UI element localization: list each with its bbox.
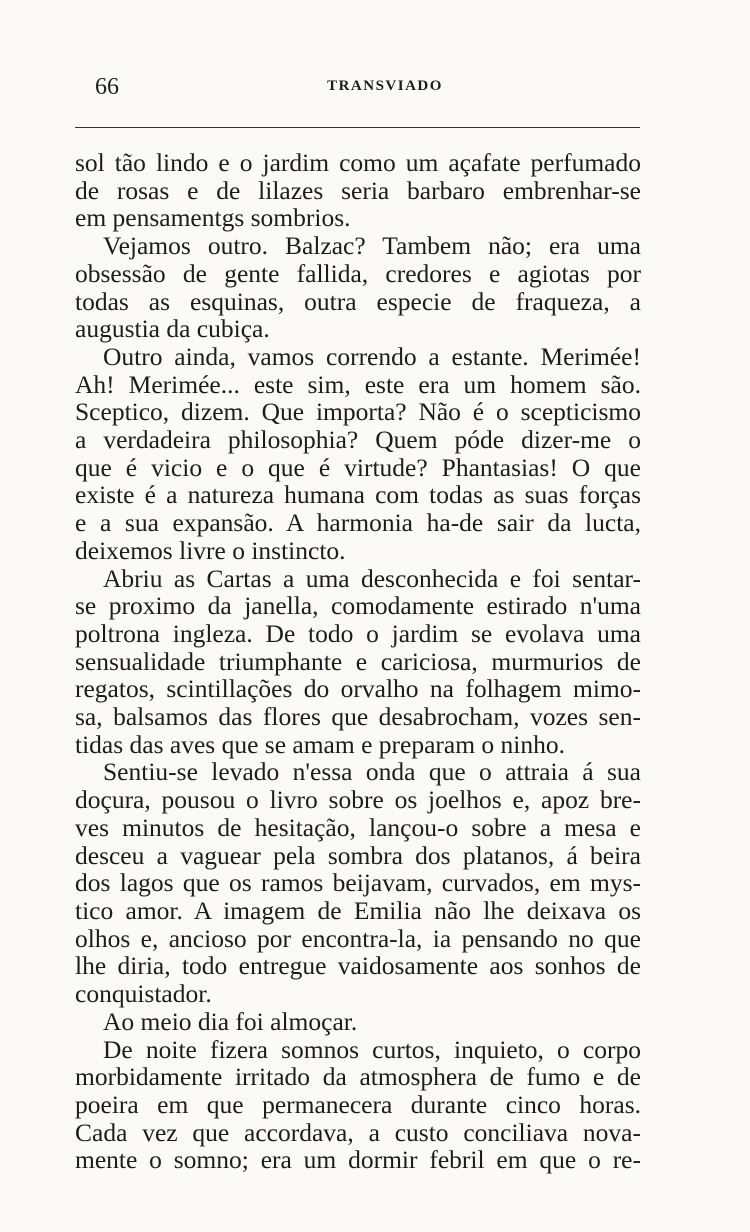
text-line: em pensamentgs sombrios. xyxy=(75,203,351,233)
text-line: regatos, scintillações do orvalho na folhagem mimo- xyxy=(75,674,641,704)
text-line: sa, balsamos das flores que desabrocham, vozes sen- xyxy=(75,702,641,732)
text-line: tico amor. A imagem de Emilia não lhe deixava os xyxy=(75,895,641,925)
text-line: Vejamos outro. Balzac? Tambem não; era uma xyxy=(103,231,641,261)
text-line: obsessão de gente fallida, credores e agiotas por xyxy=(75,258,641,288)
text-line: Sentiu-se levado n'essa onda que o attraia á sua xyxy=(103,757,641,787)
text-line: existe é a natureza humana com todas as suas forças xyxy=(75,480,641,510)
text-line: Cada vez que accordava, a custo conciliava nova- xyxy=(75,1117,641,1147)
text-line: se proximo da janella, comodamente estirado n'uma xyxy=(75,591,641,621)
text-line: todas as esquinas, outra especie de fraqueza, a xyxy=(75,286,641,316)
text-line: poltrona ingleza. De todo o jardim se evolava uma xyxy=(75,618,641,648)
text-line: Sceptico, dizem. Que importa? Não é o scepticismo xyxy=(75,397,641,427)
text-line: augustia da cubiça. xyxy=(75,314,270,344)
text-line: Ao meio dia foi almoçar. xyxy=(103,1006,358,1036)
text-line: De noite fizera somnos curtos, inquieto, o corpo xyxy=(103,1034,641,1064)
body-text xyxy=(75,149,641,1174)
text-line: morbidamente irritado da atmosphera de fumo e de xyxy=(75,1062,641,1092)
text-line: poeira em que permanecera durante cinco horas. xyxy=(75,1089,641,1119)
text-line: sensualidade triumphante e cariciosa, murmurios de xyxy=(75,646,641,676)
text-line: olhos e, ancioso por encontra-la, ia pensando no que xyxy=(75,923,641,953)
text-line: lhe diria, todo entregue vaidosamente aos sonhos de xyxy=(75,951,641,981)
text-line: sol tão lindo e o jardim como um açafate perfumado xyxy=(75,148,641,177)
text-line: Outro ainda, vamos correndo a estante. Merimée! xyxy=(103,341,641,371)
text-line: dos lagos que os ramos beijavam, curvados, em mys- xyxy=(75,868,641,898)
text-line: conquistador. xyxy=(75,979,212,1009)
text-line: tidas das aves que se amam e preparam o ninho. xyxy=(75,729,566,759)
text-line: desceu a vaguear pela sombra dos platanos, á beira xyxy=(75,840,641,870)
page-number: 66 xyxy=(95,74,119,100)
text-line: deixemos livre o instincto. xyxy=(75,535,346,565)
text-line: mente o somno; era um dormir febril em que o re- xyxy=(75,1145,641,1175)
text-line: Abriu as Cartas a uma desconhecida e foi sentar- xyxy=(103,563,641,593)
text-line: de rosas e de lilazes seria barbaro embrenhar-se xyxy=(75,175,641,205)
text-line: que é vicio e o que é virtude? Phantasias! O que xyxy=(75,452,641,482)
text-line: a verdadeira philosophia? Quem póde dizer-me o xyxy=(75,425,641,455)
text-line: doçura, pousou o livro sobre os joelhos e, apoz bre- xyxy=(75,785,641,815)
running-head: TRANSVIADO xyxy=(327,78,443,94)
text-line: Ah! Merimée... este sim, este era um homem são. xyxy=(75,369,641,399)
header-rule xyxy=(75,127,640,128)
text-line: ves minutos de hesitação, lançou-o sobre a mesa e xyxy=(75,812,641,842)
text-line: e a sua expansão. A harmonia ha-de sair da lucta, xyxy=(75,508,641,538)
